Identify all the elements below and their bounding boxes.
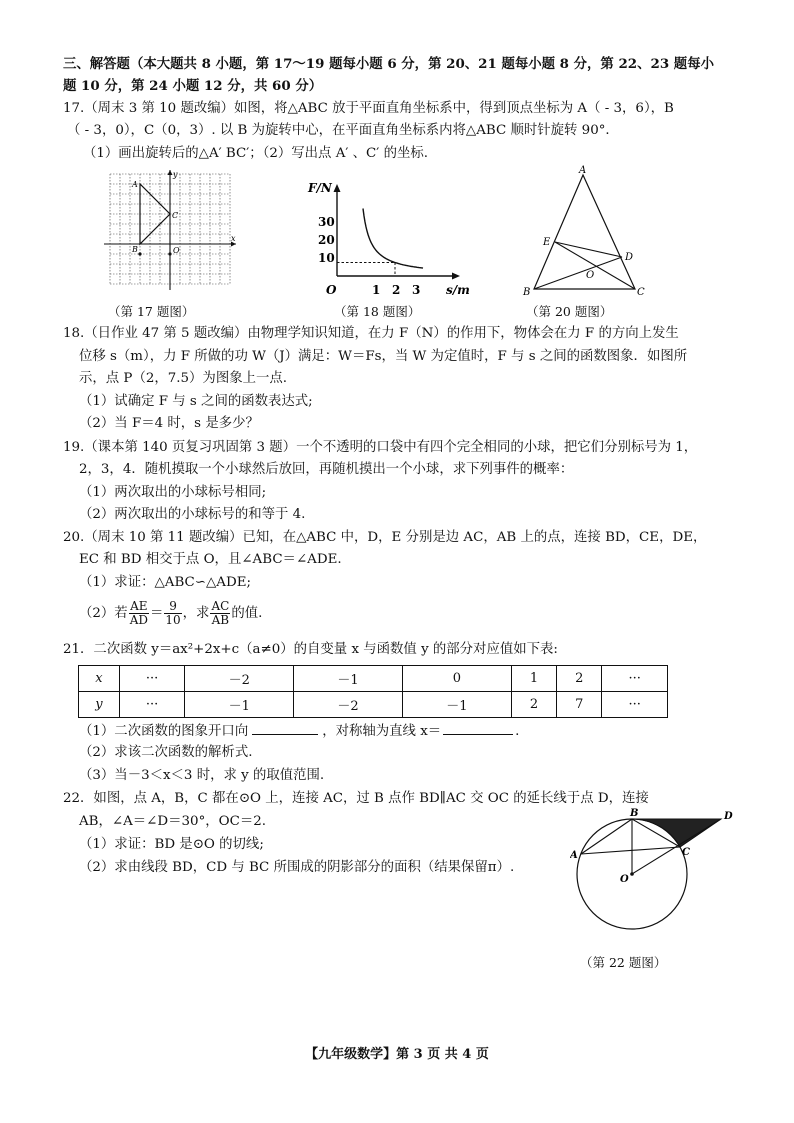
q21-part3: （3）当－3＜x＜3 时，求 y 的取值范围. bbox=[79, 768, 325, 783]
fig18-x-axis-label: s/m bbox=[446, 283, 470, 297]
fig17-B-label: B bbox=[132, 245, 138, 254]
answer-blank-direction[interactable] bbox=[252, 722, 318, 735]
q22-part2: （2）求由线段 BD，CD 与 BC 所围成的阴影部分的面积（结果保留π）. bbox=[79, 860, 515, 875]
fig20-A-label: A bbox=[579, 165, 587, 176]
q21-part1 bbox=[79, 722, 519, 741]
table-cell: －2 bbox=[294, 692, 403, 718]
table-cell: x bbox=[79, 666, 120, 692]
q20-line2: EC 和 BD 相交于点 O，且∠ABC＝∠ADE. bbox=[79, 552, 342, 567]
q17-line3: （1）画出旋转后的△A′ BC′；（2）写出点 A′ 、C′ 的坐标. bbox=[83, 146, 429, 161]
frac-numerator: AC bbox=[211, 599, 230, 613]
section-heading: 三、解答题（本大题共 8 小题，第 17～19 题每小题 6 分，第 20、21 题每小题 8 分，第 22、23 题每小 bbox=[63, 56, 714, 72]
q19-line1: 19.（课本第 140 页复习巩固第 3 题）一个不透明的口袋中有四个完全相同的小球，把它们分别标号为 1， bbox=[63, 440, 698, 455]
q19-line2: 2，3，4．随机摸取一个小球然后放回，再随机摸出一个小球，求下列事件的概率： bbox=[79, 462, 574, 477]
table-cell: 7 bbox=[557, 692, 602, 718]
frac-denominator: AB bbox=[211, 613, 230, 627]
section-heading-cont: 题 10 分，第 24 小题 12 分，共 60 分） bbox=[63, 78, 323, 94]
table-cell: ··· bbox=[119, 692, 184, 718]
figure-20-triangle bbox=[516, 163, 656, 301]
fig18-x-tick: 3 bbox=[412, 283, 421, 297]
fig22-O-label: O bbox=[620, 874, 629, 885]
fraction-ae-ad bbox=[129, 600, 149, 627]
q20-part2 bbox=[79, 599, 262, 629]
fig18-y-tick: 30 bbox=[318, 215, 335, 229]
figure-20-caption: （第 20 题图） bbox=[526, 304, 613, 319]
table-cell: y bbox=[79, 692, 120, 718]
q20-part2-mid: ，求 bbox=[182, 606, 210, 621]
q22-part1: （1）求证：BD 是⊙O 的切线; bbox=[79, 837, 264, 852]
q22-line2: AB，∠A＝∠D＝30°，OC＝2. bbox=[79, 814, 267, 829]
fig18-y-axis-label: F/N bbox=[308, 181, 332, 195]
fig18-origin: O bbox=[326, 283, 337, 297]
fig22-B-label: B bbox=[630, 808, 639, 819]
figure-22-circle bbox=[570, 804, 746, 950]
q18-part2: （2）当 F＝4 时，s 是多少？ bbox=[79, 416, 259, 431]
figure-17-grid bbox=[100, 168, 240, 296]
fig18-y-tick: 20 bbox=[318, 233, 335, 247]
table-cell: 0 bbox=[402, 666, 511, 692]
fig17-x-label: x bbox=[231, 234, 236, 243]
fig20-D-label: D bbox=[625, 252, 634, 263]
q20-part2-suffix: 的值. bbox=[231, 606, 263, 621]
figure-17-caption: （第 17 题图） bbox=[108, 304, 195, 319]
frac-denominator: 10 bbox=[165, 613, 181, 627]
fig17-y-label: y bbox=[173, 170, 178, 179]
table-cell: －1 bbox=[294, 666, 403, 692]
fig17-C-label: C bbox=[172, 211, 179, 220]
fig18-y-tick: 10 bbox=[318, 251, 335, 265]
fig18-curve bbox=[363, 209, 423, 269]
table-cell: 1 bbox=[511, 666, 556, 692]
fig18-x-tick: 2 bbox=[392, 283, 401, 297]
fraction-ac-ab bbox=[210, 600, 230, 627]
table-cell: 2 bbox=[557, 666, 602, 692]
q19-part1: （1）两次取出的小球标号相同; bbox=[79, 485, 267, 500]
q21-value-table bbox=[78, 665, 668, 718]
table-cell: －1 bbox=[185, 692, 294, 718]
fig22-A-label: A bbox=[570, 850, 578, 861]
q18-part1: （1）试确定 F 与 s 之间的函数表达式; bbox=[79, 394, 313, 409]
answer-blank-axis[interactable] bbox=[443, 722, 513, 735]
page-footer: 【九年级数学】第 3 页 共 4 页 bbox=[305, 1047, 489, 1062]
frac-numerator: 9 bbox=[164, 600, 181, 614]
q20-line1: 20.（周末 10 第 11 题改编）已知，在△ABC 中，D，E 分别是边 AC，AB 上的点，连接 BD，CE，DE， bbox=[63, 530, 707, 545]
figure-22-caption: （第 22 题图） bbox=[580, 955, 667, 970]
table-row-x bbox=[79, 666, 668, 692]
fig20-E-label: E bbox=[543, 237, 551, 248]
table-cell: ··· bbox=[119, 666, 184, 692]
q21-line1: 21．二次函数 y＝ax²+2x+c（a≠0）的自变量 x 与函数值 y 的部分对应值如下表: bbox=[63, 642, 558, 657]
table-cell: 2 bbox=[511, 692, 556, 718]
q18-line2: 位移 s（m），力 F 所做的功 W（J）满足：W＝Fs，当 W 为定值时，F 与 s 之间的函数图象．如图所 bbox=[79, 349, 688, 364]
fraction-9-10 bbox=[164, 600, 181, 627]
q17-line1: 17.（周末 3 第 10 题改编）如图，将△ABC 放于平面直角坐标系中，得到顶点坐标为 A（ - 3，6），B bbox=[63, 101, 674, 116]
q18-line3: 示，点 P（2，7.5）为图象上一点. bbox=[79, 371, 288, 386]
fig18-x-tick: 1 bbox=[372, 283, 381, 297]
fig22-C-label: C bbox=[682, 847, 690, 858]
q18-line1: 18.（日作业 47 第 5 题改编）由物理学知识知道，在力 F（N）的作用下，物体会在力 F 的方向上发生 bbox=[63, 326, 679, 341]
q21-part1-text: （1）二次函数的图象开口向 bbox=[79, 724, 249, 739]
table-row-y bbox=[79, 692, 668, 718]
q19-part2: （2）两次取出的小球标号的和等于 4. bbox=[79, 507, 306, 522]
figure-18-caption: （第 18 题图） bbox=[334, 304, 421, 319]
fig17-A-label: A bbox=[132, 180, 138, 189]
table-cell: －1 bbox=[402, 692, 511, 718]
q21-part2: （2）求该二次函数的解析式. bbox=[79, 745, 253, 760]
table-cell: －2 bbox=[185, 666, 294, 692]
fig22-D-label: D bbox=[724, 811, 733, 822]
fig17-origin-label: O bbox=[173, 246, 180, 255]
fig20-C-label: C bbox=[637, 287, 645, 298]
fig20-O-label: O bbox=[586, 270, 595, 281]
fig20-B-label: B bbox=[523, 287, 531, 298]
figure-18-graph bbox=[296, 172, 476, 298]
q17-line2: （ - 3，0），C（0，3）. 以 B 为旋转中心，在平面直角坐标系内将△ABC 顺时针旋转 90°． bbox=[67, 123, 619, 138]
q20-part1: （1）求证：△ABC∽△ADE; bbox=[79, 575, 251, 590]
frac-denominator: AD bbox=[129, 613, 148, 627]
q20-equals: ＝ bbox=[150, 606, 164, 621]
table-cell: ··· bbox=[602, 666, 668, 692]
q20-part2-prefix: （2）若 bbox=[79, 606, 128, 621]
q21-part1-text2: ，对称轴为直线 x＝ bbox=[322, 724, 442, 739]
frac-numerator: AE bbox=[130, 599, 148, 613]
q22-line1: 22．如图，点 A，B，C 都在⊙O 上，连接 AC，过 B 点作 BD∥AC 交 OC 的延长线于点 D，连接 bbox=[63, 791, 649, 806]
q21-part1-end: . bbox=[515, 724, 520, 739]
table-cell: ··· bbox=[602, 692, 668, 718]
